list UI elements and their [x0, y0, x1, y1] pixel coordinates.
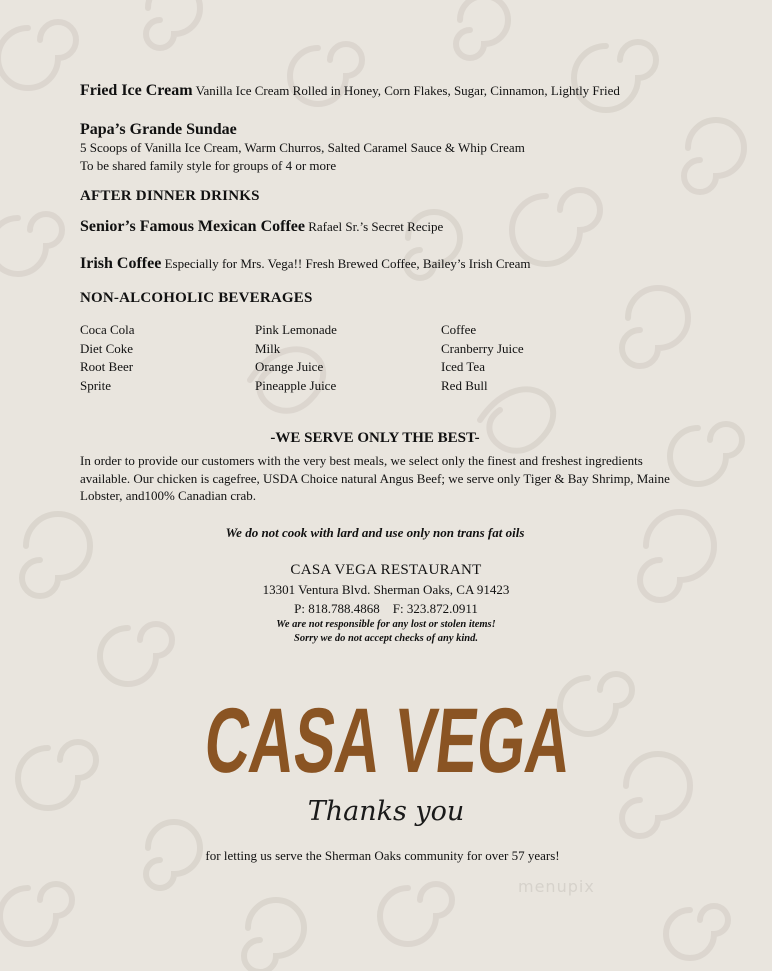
item-description-line-1: 5 Scoops of Vanilla Ice Cream, Warm Churros, Salted Caramel Sauce & Whip Cream — [80, 140, 525, 155]
lost-items-notice: We are not responsible for any lost or stolen items! — [276, 619, 496, 630]
beverage-column-2 — [255, 321, 337, 395]
menu-item-fried-ice-cream — [80, 82, 620, 100]
restaurant-info — [0, 560, 772, 646]
closing-line: for letting us serve the Sherman Oaks community for over 57 years! — [205, 848, 560, 863]
beverage-item: Cranberry Juice — [441, 340, 524, 356]
beverage-item: Pink Lemonade — [255, 322, 337, 337]
best-paragraph: In order to provide our customers with the very best meals, we select only the finest and freshest ingredients available. Our chicken is cagefree, USDA Choice natural Angus Beef; we serve only Tiger & Bay Shrimp, Maine Lobster, and100% Canadian crab. — [80, 453, 670, 503]
item-title: Irish Coffee — [80, 255, 162, 272]
beverage-item: Orange Juice — [255, 359, 324, 374]
thanks-script: Thanks you — [307, 796, 465, 827]
section-heading-after-dinner-drinks: AFTER DINNER DRINKS — [80, 188, 260, 204]
beverage-item: Diet Coke — [80, 340, 134, 356]
item-description: Rafael Sr.’s Secret Recipe — [308, 219, 444, 234]
menu-item-irish-coffee — [80, 255, 531, 273]
beverage-item: Milk — [255, 340, 281, 356]
item-title: Fried Ice Cream — [80, 82, 193, 99]
beverage-item: Root Beer — [80, 359, 134, 374]
beverage-item: Iced Tea — [441, 359, 485, 374]
item-title: Senior’s Famous Mexican Coffee — [80, 218, 305, 235]
checks-notice: Sorry we do not accept checks of any kind. — [293, 633, 479, 644]
lard-notice: We do not cook with lard and use only non trans fat oils — [225, 525, 525, 540]
item-description: Especially for Mrs. Vega!! Fresh Brewed Coffee, Bailey’s Irish Cream — [164, 256, 531, 271]
beverage-item: Sprite — [80, 377, 112, 393]
item-description-line-2: To be shared family style for groups of 4 or more — [80, 158, 337, 173]
casa-vega-logo — [200, 674, 755, 792]
beverage-item: Coffee — [441, 322, 477, 337]
section-heading-non-alcoholic-beverages: NON-ALCOHOLIC BEVERAGES — [80, 290, 313, 306]
logo-wordmark: CASA VEGA — [200, 688, 755, 792]
beverage-item: Red Bull — [441, 377, 488, 393]
item-title: Papa’s Grande Sundae — [80, 121, 237, 138]
beverage-item: Pineapple Juice — [255, 377, 337, 393]
beverage-item: Coca Cola — [80, 322, 135, 337]
menu-item-papas-grande-sundae — [80, 121, 525, 175]
restaurant-address: 13301 Ventura Blvd. Sherman Oaks, CA 91423 — [262, 582, 510, 597]
restaurant-phone-fax: P: 818.788.4868 F: 323.872.0911 — [294, 601, 478, 616]
beverage-column-1 — [80, 321, 135, 395]
menu-item-mexican-coffee — [80, 218, 443, 236]
item-description: Vanilla Ice Cream Rolled in Honey, Corn Flakes, Sugar, Cinnamon, Lightly Fried — [195, 83, 620, 98]
restaurant-name: CASA VEGA RESTAURANT — [290, 562, 482, 578]
beverage-column-3 — [441, 321, 524, 395]
best-heading: -WE SERVE ONLY THE BEST- — [270, 430, 480, 446]
menupix-watermark: menupix — [518, 877, 595, 896]
